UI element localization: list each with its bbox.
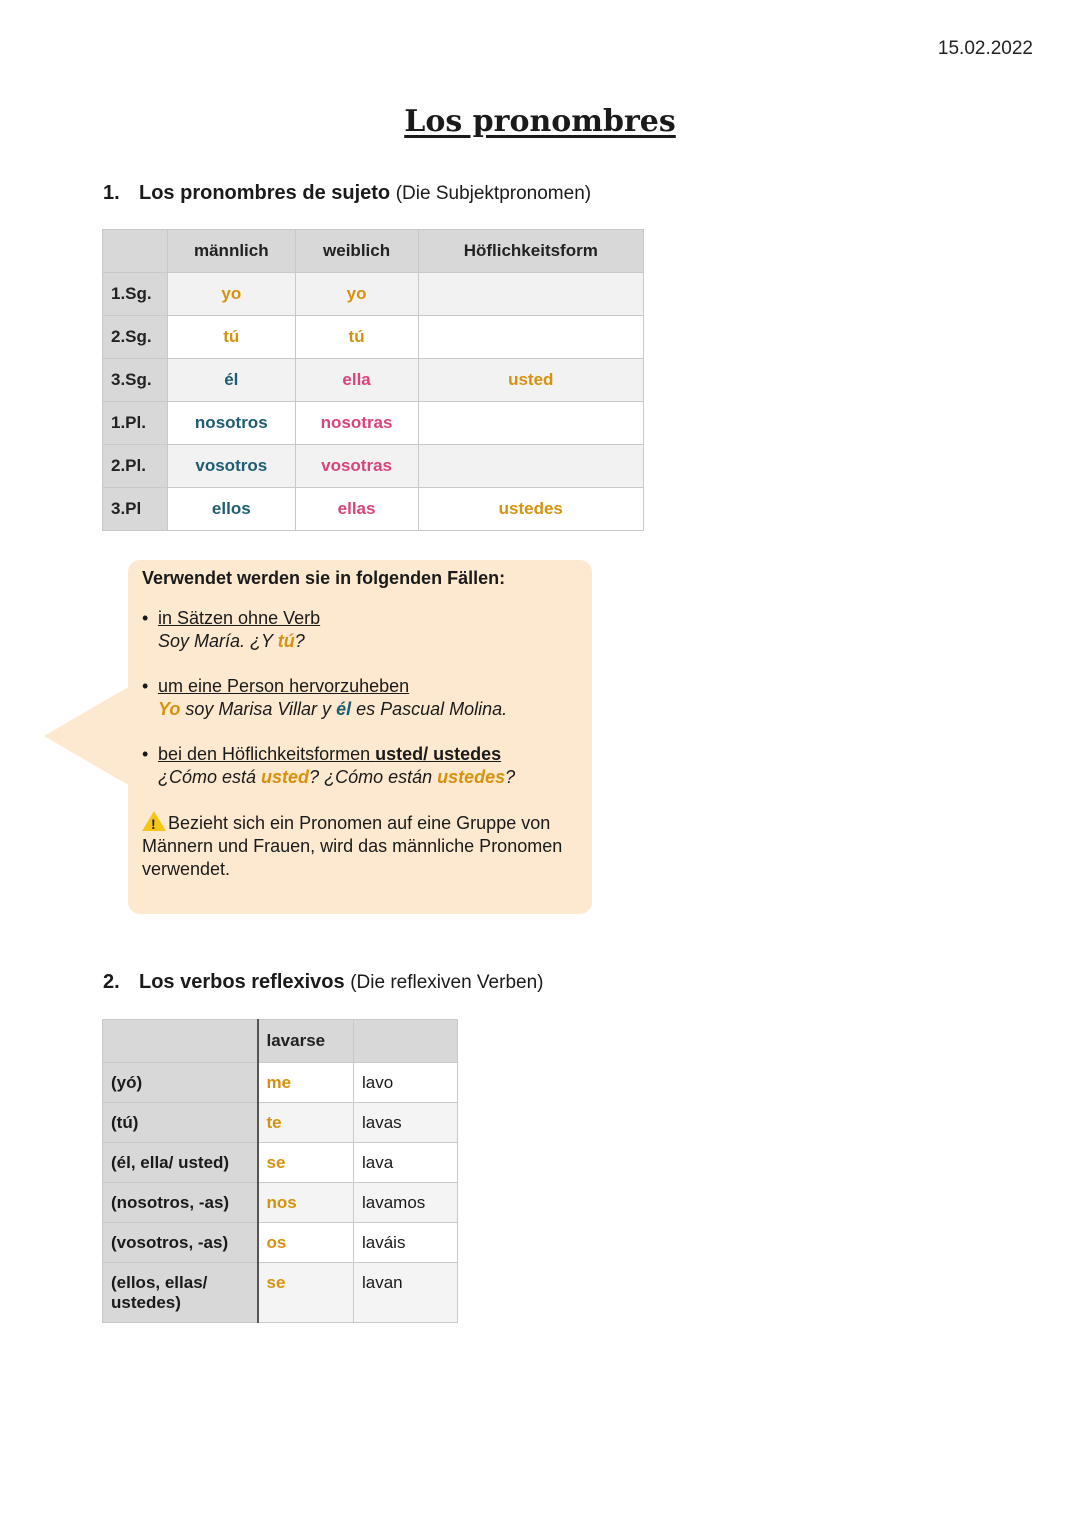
table-row — [103, 1143, 458, 1183]
cell-masculine: vosotros — [168, 445, 296, 488]
warning-text: Bezieht sich ein Pronomen auf eine Gruppe von Männern und Frauen, wird das männliche Pronomen verwendet. — [142, 813, 563, 879]
example-pronoun: usted — [261, 767, 310, 787]
example-text: ¿Cómo está — [158, 767, 262, 787]
verb-form: lavo — [354, 1063, 458, 1103]
example-pronoun: él — [336, 699, 352, 719]
table-row — [103, 273, 644, 316]
table-header: weiblich — [295, 230, 418, 273]
row-label: (yó) — [103, 1063, 258, 1103]
section-subtitle: (Die reflexiven Verben) — [350, 972, 544, 993]
table-row — [103, 316, 644, 359]
verb-form: laváis — [354, 1223, 458, 1263]
cell-feminine: tú — [295, 316, 418, 359]
rule-keyword: usted/ ustedes — [375, 744, 502, 764]
example-text: ? ¿Cómo están — [309, 767, 438, 787]
row-label: (él, ella/ usted) — [103, 1143, 258, 1183]
cell-feminine: ella — [295, 359, 418, 402]
cell-masculine: tú — [168, 316, 296, 359]
verb-form: lavamos — [354, 1183, 458, 1223]
reflexive-pronoun: te — [258, 1103, 354, 1143]
bullet-icon: • — [142, 676, 149, 696]
table-row — [103, 1263, 458, 1323]
table-header: männlich — [168, 230, 296, 273]
row-label: (ellos, ellas/ ustedes) — [103, 1263, 258, 1323]
bullet-icon: • — [142, 744, 149, 764]
callout-heading: Verwendet werden sie in folgenden Fällen: — [142, 568, 506, 588]
cell-masculine: él — [168, 359, 296, 402]
section-number: 2. — [103, 971, 120, 993]
reflexive-pronoun: nos — [258, 1183, 354, 1223]
usage-item — [142, 675, 578, 721]
table-row — [103, 1223, 458, 1263]
row-label: (vosotros, -as) — [103, 1223, 258, 1263]
table-row — [103, 1103, 458, 1143]
example-text: es Pascual Molina. — [351, 699, 508, 719]
table-header: Höflichkeitsform — [418, 230, 643, 273]
usage-example — [158, 630, 578, 653]
row-label: (nosotros, -as) — [103, 1183, 258, 1223]
section-title: Los verbos reflexivos — [139, 971, 345, 993]
cell-polite — [418, 445, 643, 488]
cell-polite: usted — [418, 359, 643, 402]
verb-form: lava — [354, 1143, 458, 1183]
table-row — [103, 445, 644, 488]
usage-item — [142, 607, 578, 653]
row-label: 2.Pl. — [103, 445, 168, 488]
row-label: 3.Pl — [103, 488, 168, 531]
cell-feminine: ellas — [295, 488, 418, 531]
example-text: ? — [294, 631, 305, 651]
verb-header: lavarse — [258, 1020, 354, 1063]
cell-polite — [418, 273, 643, 316]
section-title: Los pronombres de sujeto — [139, 182, 391, 204]
reflexive-pronoun: se — [258, 1263, 354, 1323]
example-text: ? — [505, 767, 516, 787]
example-text: Soy María. ¿Y — [158, 631, 278, 651]
table-row — [103, 359, 644, 402]
cell-polite — [418, 316, 643, 359]
cell-feminine: vosotras — [295, 445, 418, 488]
callout-pointer — [44, 686, 130, 786]
section-2-heading — [103, 971, 543, 994]
table-header-row — [103, 230, 644, 273]
cell-polite: ustedes — [418, 488, 643, 531]
page-title: Los pronombres — [404, 104, 676, 139]
warning-note — [142, 811, 578, 881]
cell-masculine: yo — [168, 273, 296, 316]
table-row — [103, 402, 644, 445]
example-pronoun: tú — [277, 631, 295, 651]
usage-callout — [128, 560, 592, 914]
reflexive-pronoun: me — [258, 1063, 354, 1103]
cell-feminine: nosotras — [295, 402, 418, 445]
row-label: 2.Sg. — [103, 316, 168, 359]
example-pronoun: ustedes — [437, 767, 506, 787]
reflexive-verb-table — [102, 1019, 458, 1323]
usage-example — [158, 766, 578, 789]
reflexive-pronoun: os — [258, 1223, 354, 1263]
section-subtitle: (Die Subjektpronomen) — [395, 183, 592, 204]
section-number: 1. — [103, 182, 120, 204]
warning-icon: ! — [142, 811, 166, 831]
usage-rule — [158, 743, 578, 766]
cell-masculine: ellos — [168, 488, 296, 531]
row-label: (tú) — [103, 1103, 258, 1143]
usage-rule: in Sätzen ohne Verb — [158, 608, 321, 628]
cell-feminine: yo — [295, 273, 418, 316]
table-row — [103, 1183, 458, 1223]
usage-example — [158, 698, 578, 721]
table-row — [103, 1063, 458, 1103]
usage-rule: um eine Person hervorzuheben — [158, 676, 410, 696]
verb-form: lavan — [354, 1263, 458, 1323]
row-label: 1.Sg. — [103, 273, 168, 316]
cell-polite — [418, 402, 643, 445]
cell-masculine: nosotros — [168, 402, 296, 445]
table-row — [103, 488, 644, 531]
date: 15.02.2022 — [937, 38, 1033, 59]
row-label: 3.Sg. — [103, 359, 168, 402]
bullet-icon: • — [142, 608, 149, 628]
usage-item — [142, 743, 578, 789]
table-header — [103, 1020, 258, 1063]
rule-text: bei den Höflichkeitsformen — [158, 744, 376, 764]
example-text: soy Marisa Villar y — [180, 699, 337, 719]
table-header-row — [103, 1020, 458, 1063]
row-label: 1.Pl. — [103, 402, 168, 445]
reflexive-pronoun: se — [258, 1143, 354, 1183]
subject-pronoun-table — [102, 229, 644, 531]
section-1-heading — [103, 182, 591, 205]
example-pronoun: Yo — [158, 699, 181, 719]
table-header — [103, 230, 168, 273]
table-header — [354, 1020, 458, 1063]
verb-form: lavas — [354, 1103, 458, 1143]
